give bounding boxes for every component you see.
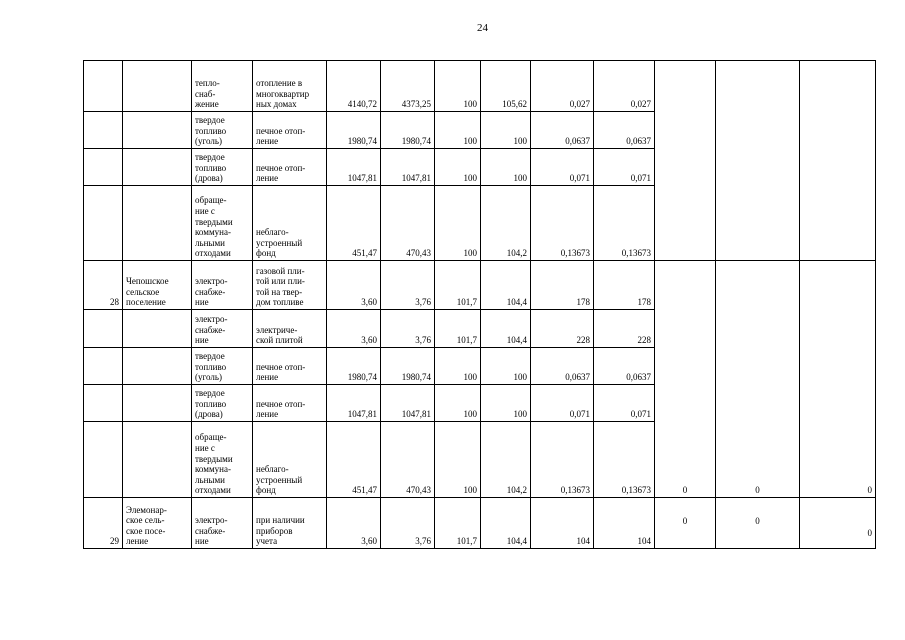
value-cell: 178 (594, 261, 655, 310)
side-value-cell: 0 (716, 498, 800, 549)
value-cell: 104 (531, 498, 594, 549)
value-cell: 1047,81 (327, 385, 381, 422)
consumer-category: неблаго- устроенный фонд (253, 186, 327, 261)
value-cell: 470,43 (381, 186, 435, 261)
settlement-name (123, 310, 192, 348)
value-cell: 105,62 (481, 61, 531, 112)
consumer-category: при наличии приборов учета (253, 498, 327, 549)
value-cell: 0,13673 (594, 422, 655, 498)
side-cell (655, 61, 716, 261)
row-number (84, 310, 123, 348)
settlement-name (123, 61, 192, 112)
table-row (84, 61, 876, 112)
service-type: электро- снабже- ние (192, 310, 253, 348)
value-cell: 100 (481, 112, 531, 149)
row-number (84, 61, 123, 112)
value-cell: 100 (481, 149, 531, 186)
value-cell: 100 (435, 61, 481, 112)
service-type: обраще- ние с твердыми коммуна- льными отходами (192, 186, 253, 261)
value-cell: 104,2 (481, 422, 531, 498)
value-cell: 3,60 (327, 261, 381, 310)
side-value-cell: 0 (800, 261, 876, 498)
settlement-name (123, 149, 192, 186)
value-cell: 1047,81 (327, 149, 381, 186)
value-cell: 101,7 (435, 498, 481, 549)
row-number (84, 348, 123, 385)
value-cell: 1980,74 (327, 348, 381, 385)
value-cell: 1980,74 (381, 348, 435, 385)
value-cell: 100 (435, 149, 481, 186)
value-cell: 100 (435, 186, 481, 261)
value-cell: 1047,81 (381, 149, 435, 186)
service-type: твердое топливо (дрова) (192, 385, 253, 422)
service-type: электро- снабже- ние (192, 261, 253, 310)
value-cell: 3,76 (381, 310, 435, 348)
value-cell: 3,60 (327, 310, 381, 348)
value-cell: 228 (531, 310, 594, 348)
consumer-category: печное отоп- ление (253, 149, 327, 186)
settlement-name: Чепошское сельское поселение (123, 261, 192, 310)
value-cell: 100 (435, 112, 481, 149)
settlement-name (123, 385, 192, 422)
value-cell: 100 (481, 348, 531, 385)
value-cell: 100 (435, 348, 481, 385)
settlement-name (123, 186, 192, 261)
consumer-category: отопление в многоквартир ных домах (253, 61, 327, 112)
value-cell: 1980,74 (327, 112, 381, 149)
value-cell: 0,0637 (594, 112, 655, 149)
side-cell (800, 61, 876, 261)
row-number (84, 112, 123, 149)
value-cell: 104,2 (481, 186, 531, 261)
service-type: обраще- ние с твердыми коммуна- льными отходами (192, 422, 253, 498)
value-cell: 100 (435, 422, 481, 498)
value-cell: 100 (481, 385, 531, 422)
row-number (84, 422, 123, 498)
service-type: твердое топливо (уголь) (192, 348, 253, 385)
service-type: электро- снабже- ние (192, 498, 253, 549)
value-cell: 0,071 (531, 149, 594, 186)
value-cell: 104,4 (481, 498, 531, 549)
value-cell: 0,071 (594, 149, 655, 186)
value-cell: 0,13673 (594, 186, 655, 261)
value-cell: 0,0637 (531, 112, 594, 149)
value-cell: 228 (594, 310, 655, 348)
tariff-table (83, 60, 876, 549)
value-cell: 101,7 (435, 261, 481, 310)
row-number (84, 385, 123, 422)
value-cell: 104 (594, 498, 655, 549)
settlement-name: Элемонар- ское сель- ское посе- ление (123, 498, 192, 549)
value-cell: 100 (435, 385, 481, 422)
row-number (84, 149, 123, 186)
value-cell: 451,47 (327, 422, 381, 498)
side-cell (716, 61, 800, 261)
settlement-name (123, 112, 192, 149)
consumer-category: электриче- ской плитой (253, 310, 327, 348)
value-cell: 0,071 (531, 385, 594, 422)
side-value-cell: 0 (800, 498, 876, 549)
consumer-category: газовой пли- той или пли- той на твер- дом топливе (253, 261, 327, 310)
value-cell: 451,47 (327, 186, 381, 261)
service-type: твердое топливо (дрова) (192, 149, 253, 186)
value-cell: 0,0637 (594, 348, 655, 385)
settlement-name (123, 348, 192, 385)
value-cell: 3,76 (381, 261, 435, 310)
value-cell: 4140,72 (327, 61, 381, 112)
value-cell: 0,13673 (531, 422, 594, 498)
value-cell: 104,4 (481, 261, 531, 310)
value-cell: 104,4 (481, 310, 531, 348)
page-number: 24 (477, 22, 488, 34)
consumer-category: печное отоп- ление (253, 348, 327, 385)
service-type: тепло- снаб- жение (192, 61, 253, 112)
value-cell: 0,071 (594, 385, 655, 422)
row-number (84, 186, 123, 261)
value-cell: 101,7 (435, 310, 481, 348)
value-cell: 1980,74 (381, 112, 435, 149)
side-value-cell: 0 (716, 261, 800, 498)
consumer-category: печное отоп- ление (253, 385, 327, 422)
value-cell: 3,60 (327, 498, 381, 549)
value-cell: 3,76 (381, 498, 435, 549)
row-number: 28 (84, 261, 123, 310)
value-cell: 1047,81 (381, 385, 435, 422)
row-number: 29 (84, 498, 123, 549)
consumer-category: печное отоп- ление (253, 112, 327, 149)
value-cell: 0,027 (594, 61, 655, 112)
value-cell: 0,13673 (531, 186, 594, 261)
value-cell: 0,027 (531, 61, 594, 112)
value-cell: 0,0637 (531, 348, 594, 385)
consumer-category: неблаго- устроенный фонд (253, 422, 327, 498)
table-row (84, 261, 876, 310)
value-cell: 4373,25 (381, 61, 435, 112)
table-row (84, 498, 876, 549)
value-cell: 178 (531, 261, 594, 310)
settlement-name (123, 422, 192, 498)
side-value-cell: 0 (655, 261, 716, 498)
service-type: твердое топливо (уголь) (192, 112, 253, 149)
side-value-cell: 0 (655, 498, 716, 549)
value-cell: 470,43 (381, 422, 435, 498)
